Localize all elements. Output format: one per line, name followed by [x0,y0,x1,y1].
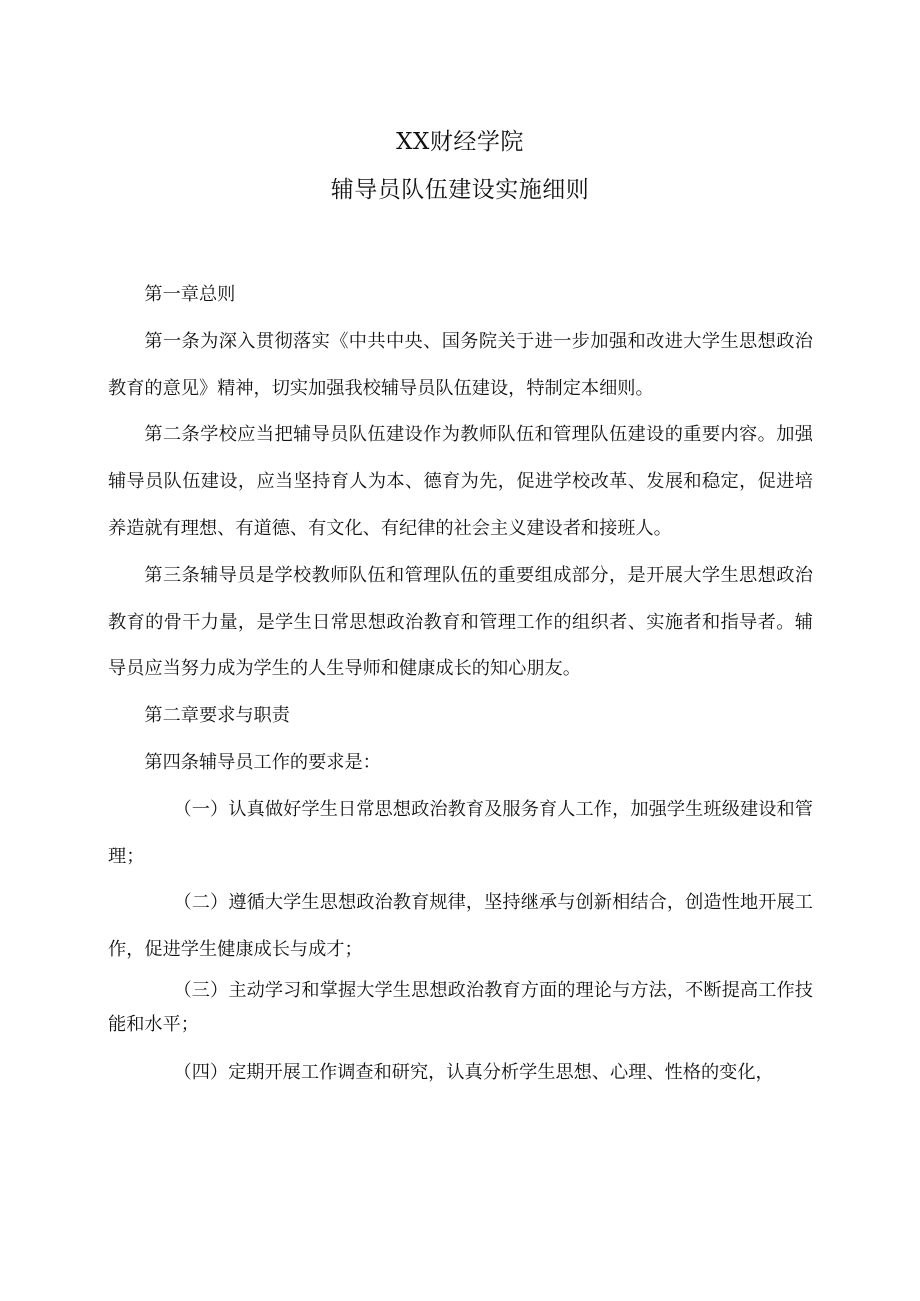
article-2: 第二条学校应当把辅导员队伍建设作为教师队伍和管理队伍建设的重要内容。加强辅导员队伍建设，应当坚持育人为本、德育为先，促进学校改革、发展和稳定，促进培养造就有理想、有道德、有文化、有纪律的社会主义建设者和接班人。 [108,424,813,539]
document-title-rules: 辅导员队伍建设实施细则 [330,177,590,203]
list-item-1: （一）认真做好学生日常思想政治教育及服务育人工作，加强学生班级建设和管理； [108,798,813,867]
document-body [108,272,813,1097]
article-3: 第三条辅导员是学校教师队伍和管理队伍的重要组成部分，是开展大学生思想政治教育的骨干力量，是学生日常思想政治教育和管理工作的组织者、实施者和指导者。辅导员应当努力成为学生的人生导师和健康成长的知心朋友。 [108,564,813,680]
list-item-2: （二）遵循大学生思想政治教育规律，坚持继承与创新相结合，创造性地开展工作，促进学生健康成长与成才； [108,892,813,961]
chapter-heading-requirements: 第二章要求与职责 [144,705,290,727]
document-title-school: XX财经学院 [396,129,524,155]
list-item-3: （三）主动学习和掌握大学生思想政治教育方面的理论与方法，不断提高工作技能和水平； [108,979,813,1035]
list-item-4: （四）定期开展工作调查和研究，认真分析学生思想、心理、性格的变化， [173,1061,774,1083]
article-1: 第一条为深入贯彻落实《中共中央、国务院关于进一步加强和改进大学生思想政治教育的意见》精神，切实加强我校辅导员队伍建设，特制定本细则。 [108,330,813,399]
article-4: 第四条辅导员工作的要求是： [144,751,381,773]
chapter-heading-general: 第一章总则 [144,284,236,305]
